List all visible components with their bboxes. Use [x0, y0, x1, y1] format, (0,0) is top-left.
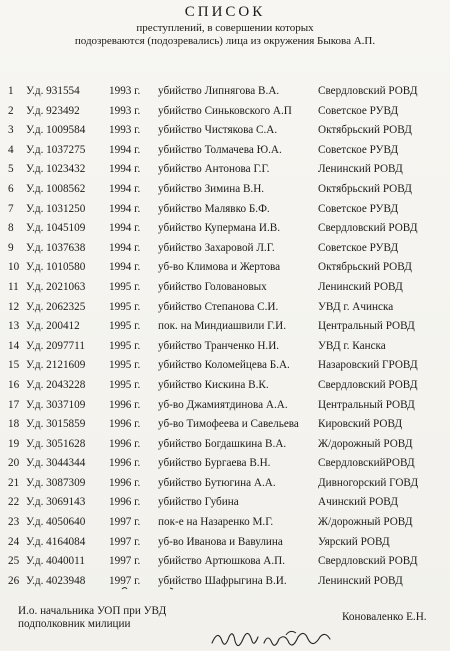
case-year: 1997 г.: [109, 535, 141, 548]
department: Свердловский РОВД: [318, 85, 418, 97]
list-item: [0, 337, 450, 357]
item-number: 19: [8, 437, 20, 450]
item-number: 2: [8, 104, 14, 117]
item-number: 7: [8, 202, 14, 215]
department: Назаровский ГРОВД: [318, 359, 418, 372]
list-item: [0, 141, 450, 161]
item-number: 14: [8, 339, 20, 352]
case-year: 1994 г.: [109, 143, 141, 156]
item-number: 11: [8, 280, 19, 293]
item-number: 15: [8, 359, 20, 372]
signer-position-line-1: И.о. начальника УОП при УВД: [18, 605, 167, 617]
department: Ж/дорожный РОВД: [318, 437, 413, 450]
case-year: 1997 г.: [109, 574, 141, 587]
department: Ж/дорожный РОВД: [318, 516, 413, 529]
case-year: 1993 г.: [109, 104, 141, 117]
crime-description: убийство Синьковского А.П: [158, 104, 292, 117]
department: Уярский РОВД: [318, 535, 390, 548]
department: Дивногорский ГОВД: [318, 476, 419, 489]
crime-description: убийство Губина: [158, 496, 239, 509]
case-number: У.д. 2097711: [26, 339, 85, 352]
item-number: 6: [8, 182, 14, 195]
item-number: 12: [8, 300, 20, 313]
crime-description: убийство Транченко Н.И.: [158, 339, 280, 352]
department: Советское РУВД: [318, 104, 399, 117]
item-number: 18: [8, 418, 20, 431]
list-item: [0, 493, 450, 513]
crime-description: убийство Антонова Г.Г.: [158, 163, 270, 176]
case-year: 1996 г.: [109, 476, 141, 489]
item-number: 1: [8, 85, 14, 97]
crime-description: пок. на Миндиашвили Г.И.: [158, 320, 287, 333]
case-number: У.д. 3015859: [26, 418, 86, 431]
case-year: 1995 г.: [109, 378, 141, 391]
case-number: У.д. 4040011: [26, 555, 85, 568]
case-number: У.д. 1037638: [26, 241, 86, 254]
crime-description: уб-во Иванова и Вавулина: [158, 535, 283, 548]
case-number: У.д. 3044344: [26, 457, 86, 470]
department: Ленинский РОВД: [318, 163, 403, 176]
case-number: У.д. 2021063: [26, 280, 86, 293]
case-number: У.д. 2043228: [26, 378, 86, 391]
crime-description: убийство Шафрыгина В.И.: [158, 574, 287, 587]
item-number: 26: [8, 574, 20, 587]
case-year: 1995 г.: [109, 300, 141, 313]
case-number: У.д. 1037275: [26, 143, 86, 156]
item-number: 22: [8, 496, 20, 509]
document-subtitle-line-1: преступлений, в совершении которых: [136, 22, 314, 34]
department: Советское РУВД: [318, 202, 399, 215]
case-year: 1994 г.: [109, 261, 141, 274]
case-year: 1996 г.: [109, 437, 141, 450]
crime-description: убийство Кискина В.К.: [158, 378, 269, 391]
department: Октябрьский РОВД: [318, 124, 412, 137]
item-number: 3: [8, 124, 14, 137]
case-year: 1994 г.: [109, 241, 141, 254]
document-title: СПИСОК: [184, 4, 266, 20]
list-item: [0, 278, 450, 298]
crime-description: уб-во Джамиятдинова А.А.: [158, 398, 288, 411]
case-number: У.д. 3037109: [26, 398, 86, 411]
case-number: У.д. 200412: [26, 320, 80, 333]
document-subtitle-line-2: подозреваются (подозревались) лица из окружения Быкова А.П.: [74, 35, 376, 47]
list-item: [0, 121, 450, 141]
case-year: 1997 г.: [109, 516, 141, 529]
item-number: 10: [8, 261, 20, 274]
case-number: У.д. 931554: [26, 85, 80, 97]
item-number: 20: [8, 457, 20, 470]
list-item: [0, 219, 450, 239]
department: Центральный РОВД: [318, 398, 415, 411]
department: Советское РУВД: [318, 241, 399, 254]
case-number: У.д. 2121609: [26, 359, 86, 372]
list-item: [0, 239, 450, 259]
list-item: [0, 160, 450, 180]
list-item: [0, 454, 450, 474]
crime-description: убийство Липнягова В.А.: [158, 85, 280, 97]
case-year: 1994 г.: [109, 202, 141, 215]
case-number: У.д. 2062325: [26, 300, 86, 313]
case-year: 1993 г.: [109, 85, 141, 97]
item-number: 5: [8, 163, 14, 176]
crime-description: уб-во Климова и Жертова: [158, 261, 281, 274]
list-item: [0, 258, 450, 278]
department: Советское РУВД: [318, 143, 399, 156]
list-item: [0, 474, 450, 494]
case-year: 1995 г.: [109, 359, 141, 372]
case-number: У.д. 3051628: [26, 437, 86, 450]
crime-description: убийство Малявко Б.Ф.: [158, 202, 270, 215]
case-year: 1996 г.: [109, 398, 141, 411]
signer-position-line-2: подполковник милиции: [18, 618, 131, 630]
list-item: [0, 298, 450, 318]
department: Свердловский РОВД: [318, 378, 418, 391]
crime-description: пок-е на Назаренко М.Г.: [158, 516, 274, 529]
case-year: 1993 г.: [109, 124, 141, 137]
department: Ачинский РОВД: [318, 496, 398, 509]
crime-description: убийство Коломейцева Б.А.: [158, 359, 290, 372]
crime-description: убийство Артюшкова А.П.: [158, 555, 286, 568]
list-item: [0, 102, 450, 122]
case-number: У.д. 4050640: [26, 516, 86, 529]
item-number: 8: [8, 222, 14, 235]
case-number: У.д. 4023948: [26, 574, 86, 587]
crime-description: убийство Богдашкина В.А.: [158, 437, 287, 450]
department: Свердловский РОВД: [318, 222, 418, 235]
case-year: 1994 г.: [109, 222, 141, 235]
case-year: 1994 г.: [109, 163, 141, 176]
handwritten-signature-icon: [208, 625, 368, 651]
case-number: У.д. 1010580: [26, 261, 86, 274]
list-item: [0, 376, 450, 396]
case-number: У.д. 1009584: [26, 124, 86, 137]
list-item: [0, 552, 450, 572]
item-number: 16: [8, 378, 20, 391]
scan-mark-icon: [120, 583, 210, 593]
department: Ленинский РОВД: [318, 280, 403, 293]
item-number: 4: [8, 143, 14, 156]
crime-description: убийство Бургаева В.Н.: [158, 457, 271, 470]
case-number: У.д. 1031250: [26, 202, 86, 215]
list-item: [0, 415, 450, 435]
case-year: 1996 г.: [109, 496, 141, 509]
department: Ленинский РОВД: [318, 574, 403, 587]
department: СвердловскийРОВД: [318, 457, 415, 470]
crime-description: убийство Чистякова С.А.: [158, 124, 278, 137]
crime-description: убийство Головановых: [158, 280, 267, 293]
case-year: 1997 г.: [109, 555, 141, 568]
case-number: У.д. 923492: [26, 104, 80, 117]
case-number: У.д. 1008562: [26, 182, 86, 195]
department: УВД г. Канска: [318, 339, 386, 352]
case-year: 1996 г.: [109, 457, 141, 470]
case-number: У.д. 4164084: [26, 535, 86, 548]
department: Центральный РОВД: [318, 320, 415, 333]
item-number: 25: [8, 555, 20, 568]
list-item: [0, 513, 450, 533]
crime-list: [0, 82, 450, 591]
case-year: 1996 г.: [109, 418, 141, 431]
case-year: 1995 г.: [109, 339, 141, 352]
case-year: 1995 г.: [109, 280, 141, 293]
list-item: [0, 533, 450, 553]
case-year: 1994 г.: [109, 182, 141, 195]
list-item: [0, 435, 450, 455]
department: Свердловский РОВД: [318, 555, 418, 568]
list-item: [0, 396, 450, 416]
item-number: 21: [8, 476, 20, 489]
case-number: У.д. 1023432: [26, 163, 86, 176]
list-item: [0, 82, 450, 102]
item-number: 24: [8, 535, 20, 548]
item-number: 9: [8, 241, 14, 254]
crime-description: уб-во Тимофеева и Савельева: [158, 418, 299, 431]
crime-description: убийство Захаровой Л.Г.: [158, 241, 275, 254]
item-number: 13: [8, 320, 20, 333]
crime-description: убийство Бутюгина А.А.: [158, 476, 276, 489]
case-number: У.д. 3069143: [26, 496, 86, 509]
department: Кировский РОВД: [318, 418, 403, 431]
department: УВД г. Ачинска: [318, 300, 394, 313]
case-year: 1995 г.: [109, 320, 141, 333]
department: Октябрьский РОВД: [318, 182, 412, 195]
department: Октябрьский РОВД: [318, 261, 412, 274]
case-number: У.д. 3087309: [26, 476, 86, 489]
list-item: [0, 356, 450, 376]
list-item: [0, 200, 450, 220]
crime-description: убийство Купермана И.В.: [158, 222, 281, 235]
crime-description: убийство Толмачева Ю.А.: [158, 143, 282, 156]
list-item: [0, 180, 450, 200]
list-item: [0, 317, 450, 337]
case-number: У.д. 1045109: [26, 222, 86, 235]
crime-description: убийство Зимина В.Н.: [158, 182, 265, 195]
signer-name: Коноваленко Е.Н.: [342, 611, 427, 623]
list-item: [0, 572, 450, 592]
item-number: 17: [8, 398, 20, 411]
crime-description: убийство Степанова С.И.: [158, 300, 279, 313]
item-number: 23: [8, 516, 20, 529]
